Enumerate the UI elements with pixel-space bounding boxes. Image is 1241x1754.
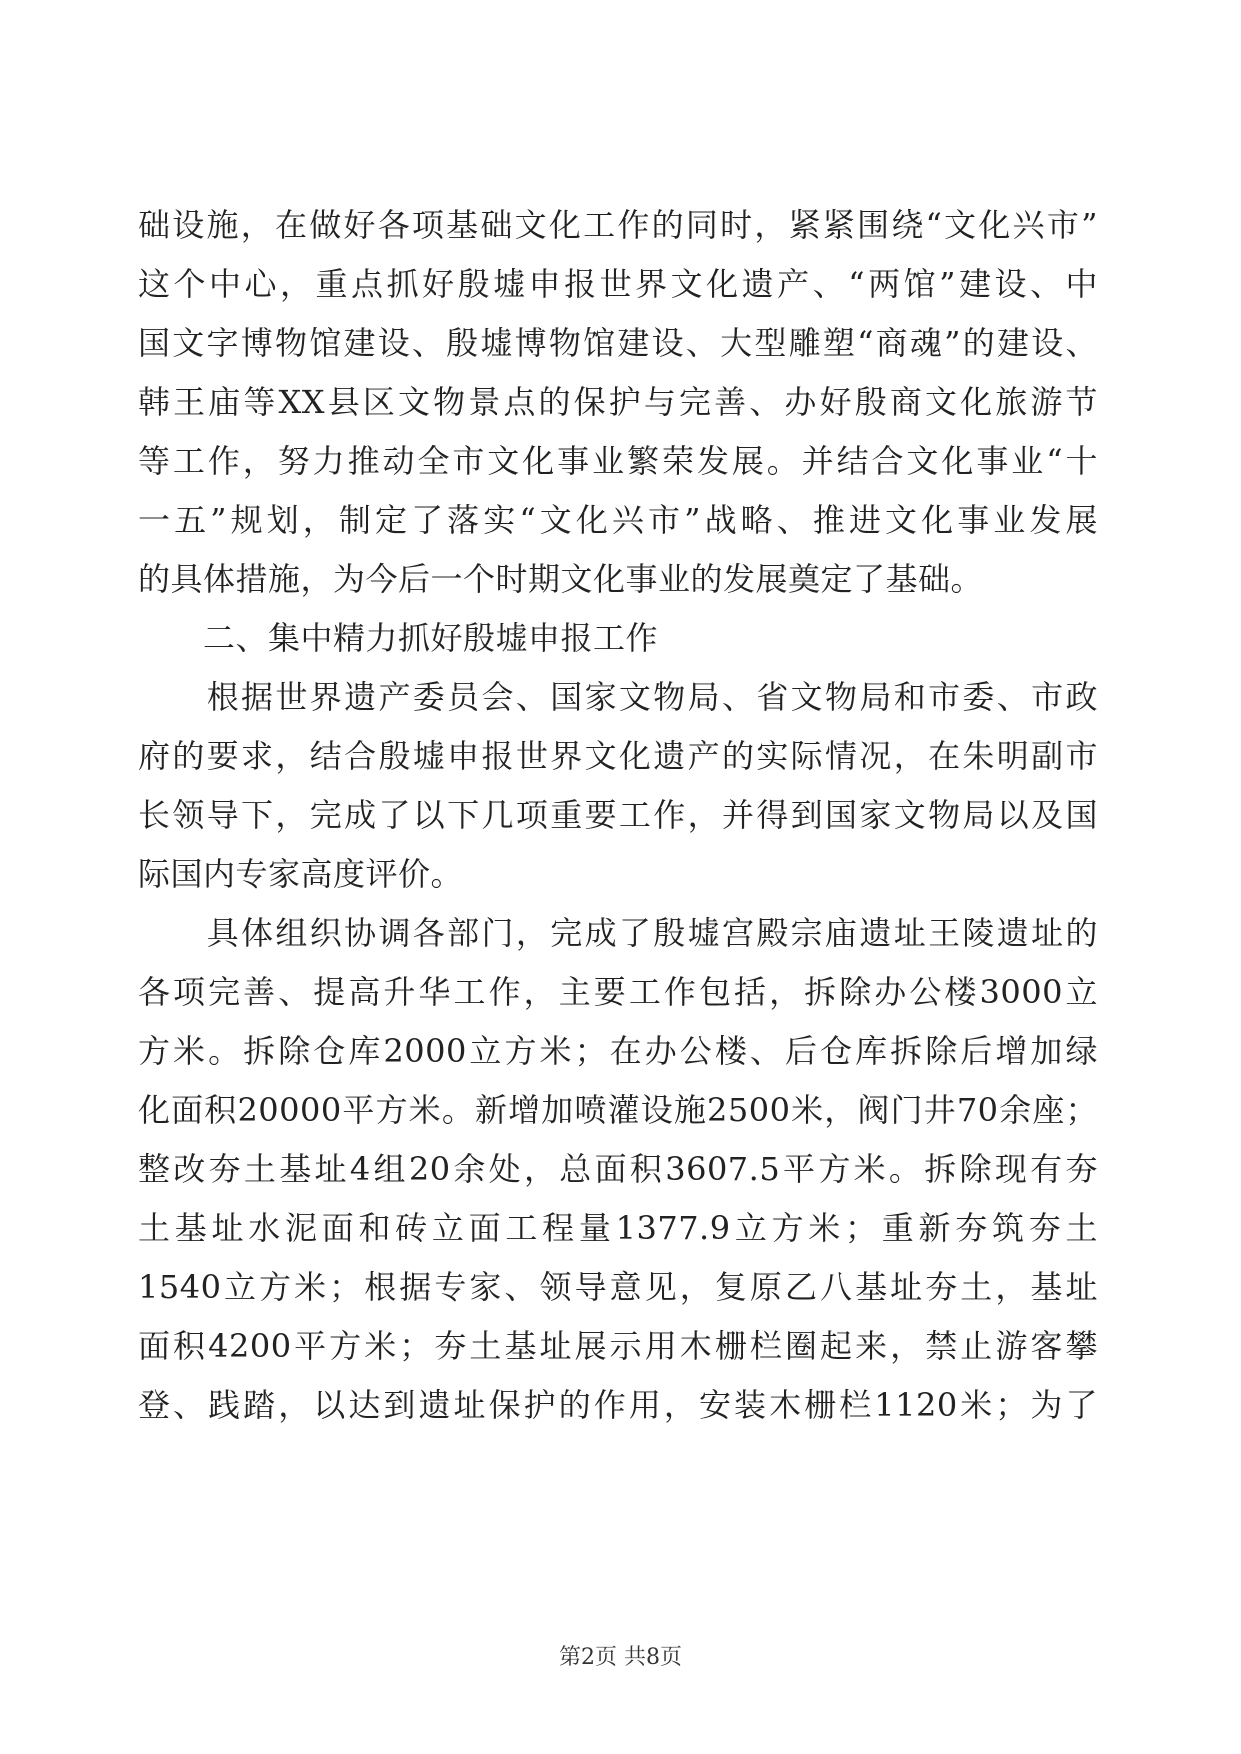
text-line: 长领导下，完成了以下几项重要工作，并得到国家文物局以及国: [138, 796, 1098, 834]
text-line: 等工作，努力推动全市文化事业繁荣发展。并结合文化事业“十: [138, 442, 1098, 480]
text-line: 登、践踏，以达到遗址保护的作用，安装木栅栏1120米；为了: [138, 1386, 1098, 1424]
text-line: 国文字博物馆建设、殷墟博物馆建设、大型雕塑“商魂”的建设、: [138, 324, 1098, 362]
text-line: 际国内专家高度评价。: [138, 855, 464, 893]
page-footer: 第2页 共8页: [559, 1645, 682, 1670]
text-line: 这个中心，重点抓好殷墟申报世界文化遗产、“两馆”建设、中: [138, 265, 1098, 303]
section-heading: 二、集中精力抓好殷墟申报工作: [138, 619, 659, 657]
text-line: 1540立方米；根据专家、领导意见，复原乙八基址夯土，基址: [138, 1268, 1098, 1306]
text-line: 的具体措施，为今后一个时期文化事业的发展奠定了基础。: [138, 560, 984, 598]
text-line: 整改夯土基址4组20余处，总面积3607.5平方米。拆除现有夯: [138, 1150, 1098, 1188]
text-line: 韩王庙等XX县区文物景点的保护与完善、办好殷商文化旅游节: [138, 383, 1098, 421]
text-line: 化面积20000平方米。新增加喷灌设施2500米，阀门井70余座；: [138, 1091, 1098, 1129]
text-line: 各项完善、提高升华工作，主要工作包括，拆除办公楼3000立: [138, 973, 1098, 1011]
text-line: 具体组织协调各部门，完成了殷墟宫殿宗庙遗址王陵遗址的: [138, 914, 1098, 952]
text-line: 土基址水泥面和砖立面工程量1377.9立方米；重新夯筑夯土: [138, 1209, 1098, 1247]
text-line: 府的要求，结合殷墟申报世界文化遗产的实际情况，在朱明副市: [138, 737, 1098, 775]
body-text: [138, 196, 1098, 1435]
text-line: 面积4200平方米；夯土基址展示用木栅栏圈起来，禁止游客攀: [138, 1327, 1098, 1365]
text-line: 础设施，在做好各项基础文化工作的同时，紧紧围绕“文化兴市”: [138, 206, 1098, 244]
text-line: 方米。拆除仓库2000立方米；在办公楼、后仓库拆除后增加绿: [138, 1032, 1098, 1070]
text-line: 一五”规划，制定了落实“文化兴市”战略、推进文化事业发展: [138, 501, 1098, 539]
text-line: 根据世界遗产委员会、国家文物局、省文物局和市委、市政: [138, 678, 1098, 716]
